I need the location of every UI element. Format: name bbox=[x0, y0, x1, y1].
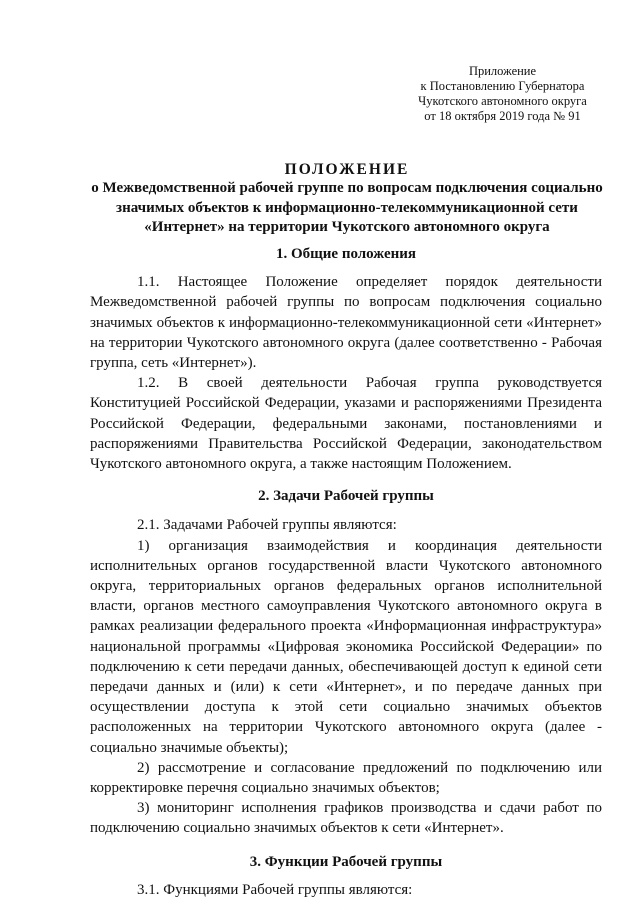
paragraph-1-2: 1.2. В своей деятельности Рабочая группа руководствуется Конституцией Российской Федерации, указами и распоряжениями Президента Российской Федерации, федеральными законами, постановлениями и распоряжениями Правительства Российской Федерации, законодательством Чукотского автономного округа, а также настоящим Положением. bbox=[90, 375, 602, 473]
document-subtitle: о Межведомственной рабочей группе по вопросам подключения социально значимых объектов к информационно-телекоммуникационной сети «Интернет» на территории Чукотского автономного округа bbox=[91, 180, 603, 235]
appendix-line-1: Приложение bbox=[468, 64, 537, 78]
appendix-line-3: Чукотского автономного округа bbox=[418, 94, 587, 108]
list-item-2-1-1: 1) организация взаимодействия и координация деятельности исполнительных органов государственной власти Чукотского автономного округа, территориальных органов федеральных органов исполнительной власти, органов местного самоуправления Чукотского автономного округа в рамках реализации федерального проекта «Информационная инфраструктура» национальной программы «Цифровая экономика Российской Федерации» по подключению к сети передачи данных, обеспечивающей доступ к единой сети передачи данных и (или) к сети «Интернет», и по передаче данных при осуществлении доступа к этой сети социально значимых объектов расположенных на территории Чукотского автономного округа (далее - социально значимые объекты); bbox=[90, 537, 602, 756]
document-title: ПОЛОЖЕНИЕ bbox=[284, 161, 410, 178]
document-body bbox=[90, 244, 602, 900]
section-3-heading: 3. Функции Рабочей группы bbox=[249, 853, 443, 870]
appendix-line-2: к Постановлению Губернатора bbox=[420, 79, 585, 93]
paragraph-1-1: 1.1. Настоящее Положение определяет порядок деятельности Межведомственной рабочей группы по вопросам подключения социально значимых объектов к информационно-телекоммуникационной сети «Интернет» на территории Чукотского автономного округа (далее соответственно - Рабочая группа, сеть «Интернет»). bbox=[90, 274, 602, 372]
list-item-2-1-2: 2) рассмотрение и согласование предложений по подключению или корректировке перечня социально значимых объектов; bbox=[90, 759, 602, 797]
appendix-block bbox=[400, 64, 605, 124]
section-2-heading: 2. Задачи Рабочей группы bbox=[258, 488, 434, 505]
section-1-heading: 1. Общие положения bbox=[275, 246, 417, 262]
paragraph-3-1: 3.1. Функциями Рабочей группы являются: bbox=[137, 881, 413, 898]
appendix-line-4: от 18 октября 2019 года № 91 bbox=[424, 109, 581, 123]
paragraph-2-1: 2.1. Задачами Рабочей группы являются: bbox=[137, 517, 397, 534]
document-title-block bbox=[86, 160, 608, 238]
list-item-2-1-3: 3) мониторинг исполнения графиков производства и сдачи работ по подключению социально значимых объектов к сети «Интернет». bbox=[90, 800, 602, 837]
